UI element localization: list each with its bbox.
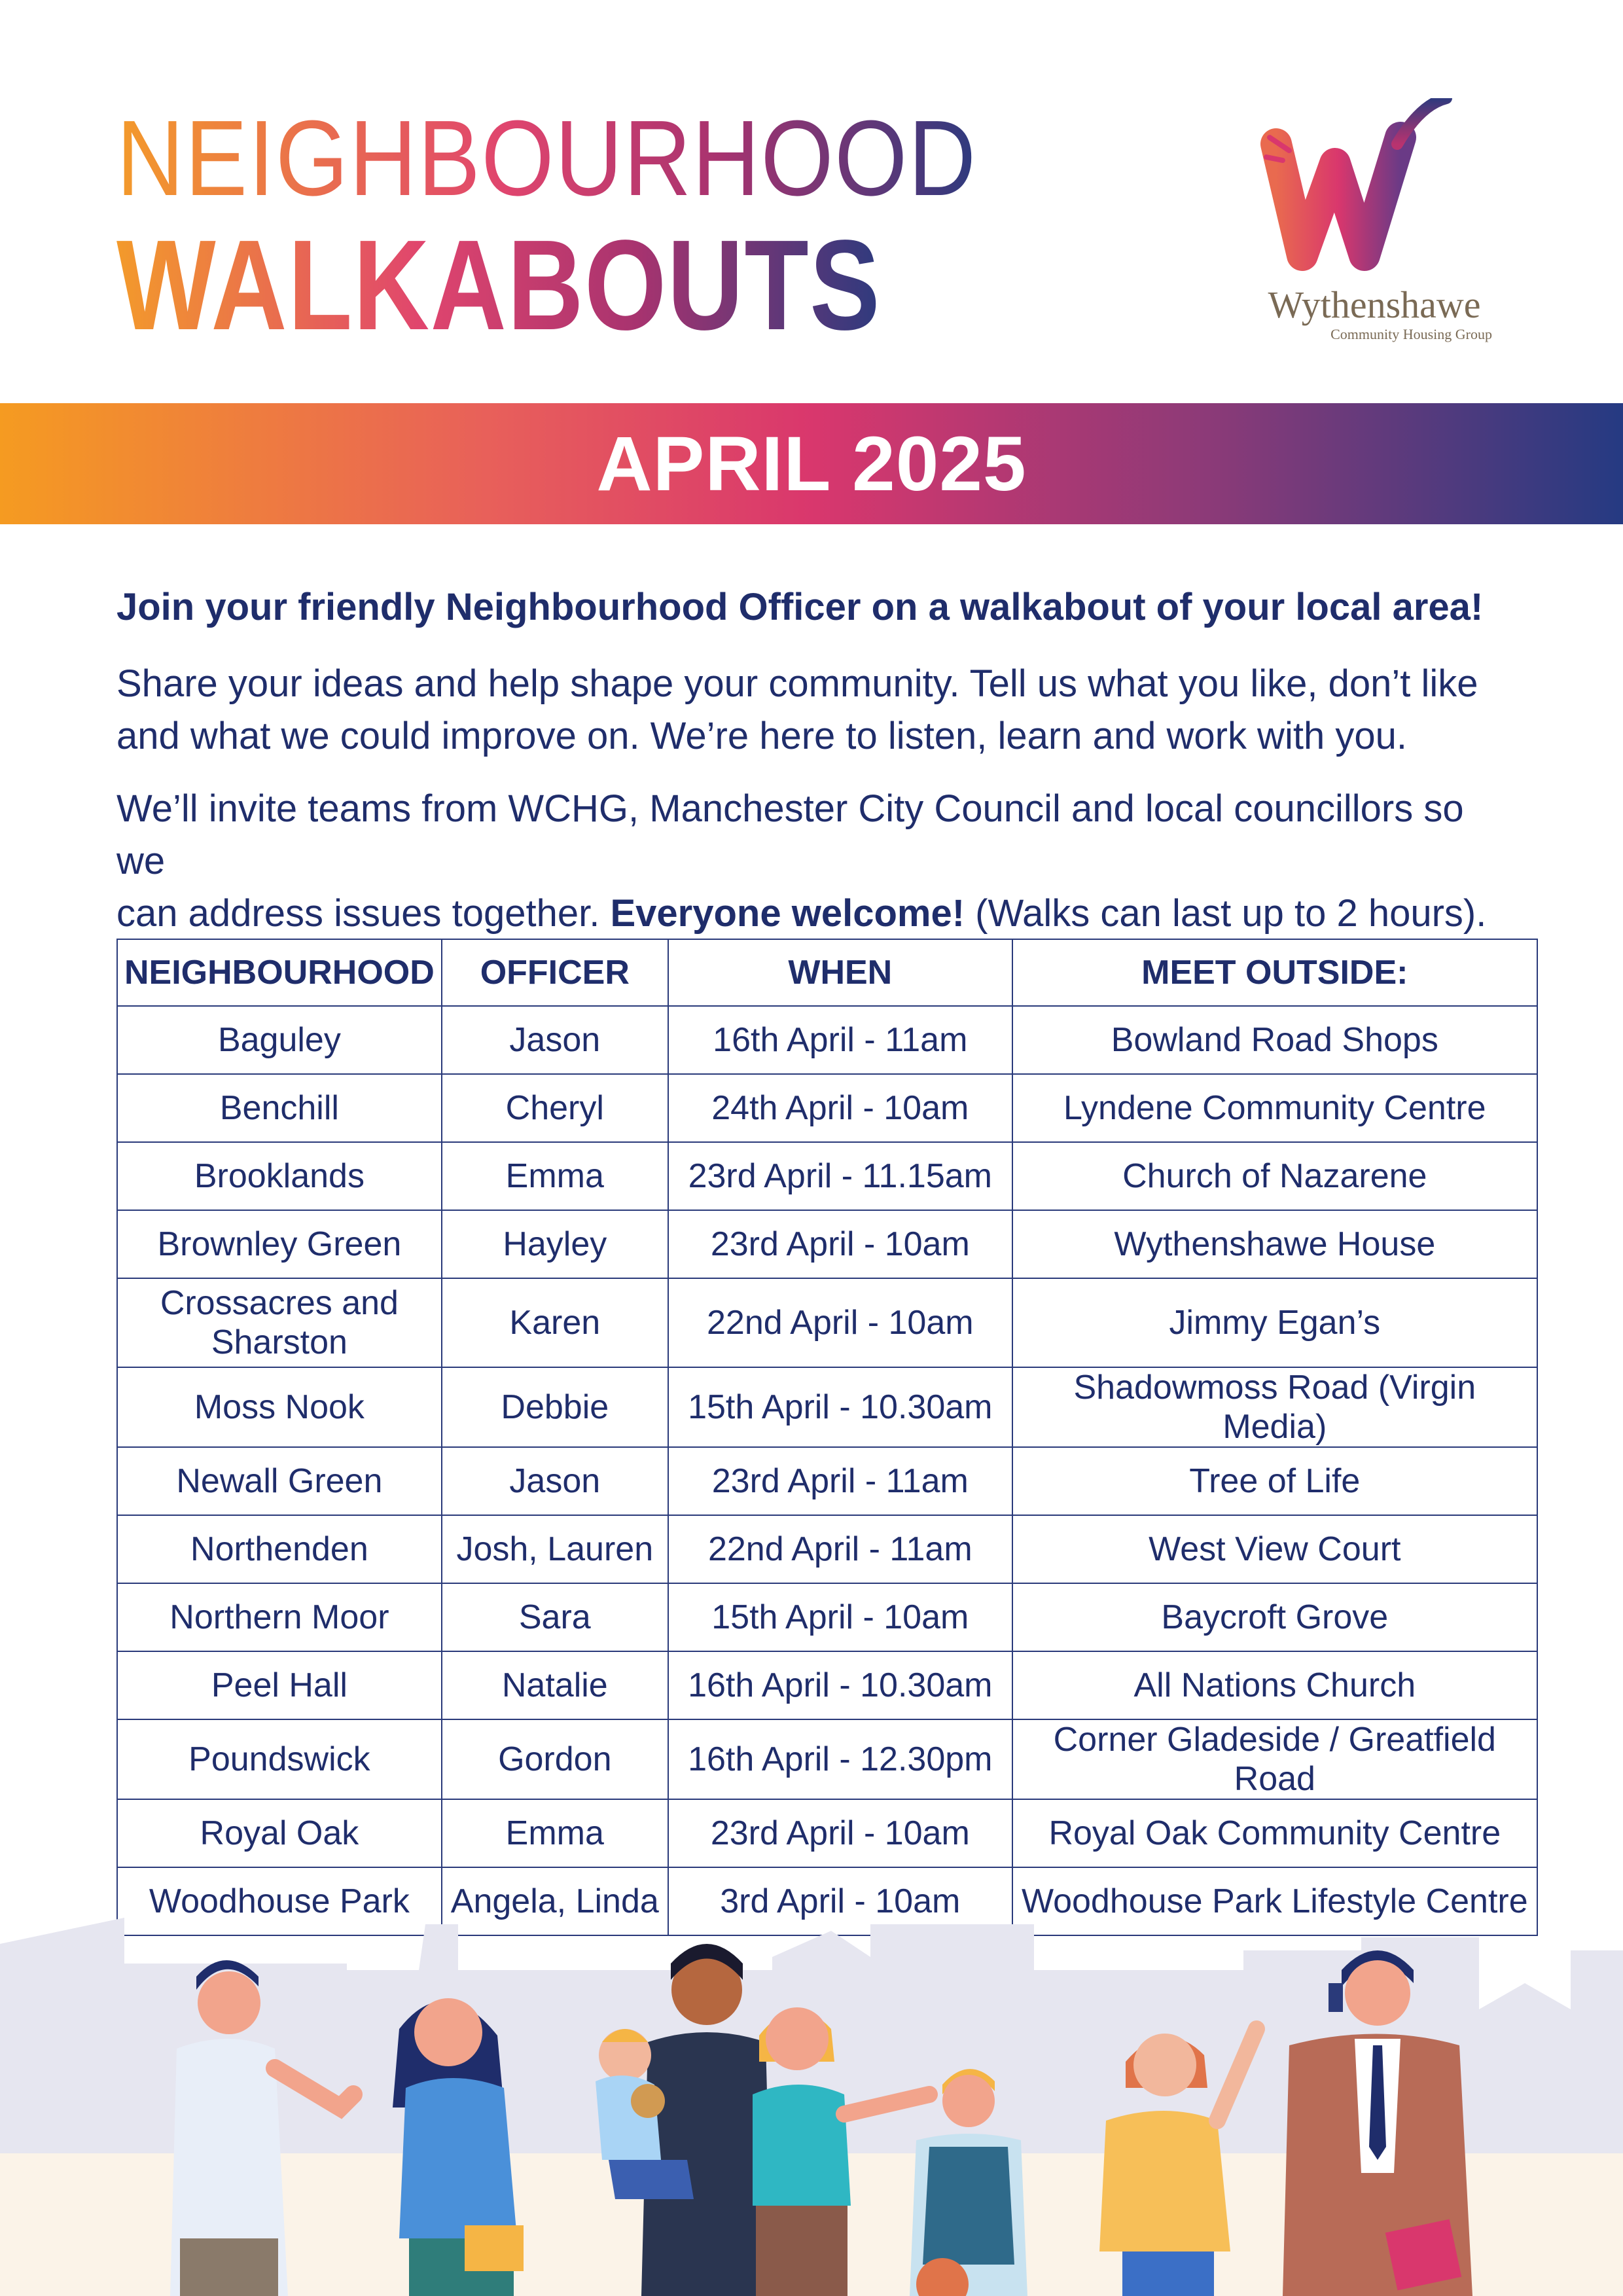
cell-when: 16th April - 11am [668,1006,1012,1074]
cell-neighbourhood: Brooklands [117,1142,442,1210]
cell-when: 24th April - 10am [668,1074,1012,1142]
cell-when: 23rd April - 11.15am [668,1142,1012,1210]
cell-neighbourhood [117,1278,442,1367]
table-row [117,1719,1537,1799]
table-row [117,1074,1537,1142]
cell-officer: Natalie [442,1651,668,1719]
intro-p2-line1: We’ll invite teams from WCHG, Manchester City Council and local councillors so we [116,787,1464,882]
table-header-row [117,939,1537,1006]
title-line-2: WALKABOUTS [116,213,882,357]
cell-meet-outside: Woodhouse Park Lifestyle Centre [1012,1867,1537,1935]
cell-officer: Angela, Linda [442,1867,668,1935]
cell-officer: Sara [442,1583,668,1651]
table-row [117,1799,1537,1867]
cell-meet-outside: West View Court [1012,1515,1537,1583]
intro-lead: Join your friendly Neighbourhood Officer on a walkabout of your local area! [116,586,1484,628]
cell-when: 15th April - 10am [668,1583,1012,1651]
cell-neighbourhood: Moss Nook [117,1367,442,1447]
cell-officer: Jason [442,1447,668,1515]
cell-meet-outside: Church of Nazarene [1012,1142,1537,1210]
cell-officer: Debbie [442,1367,668,1447]
intro-p1-line2: and what we could improve on. We’re here to listen, learn and work with you. [116,715,1407,757]
table-row [117,1142,1537,1210]
cell-meet-outside: All Nations Church [1012,1651,1537,1719]
table-row [117,1367,1537,1447]
cell-when: 15th April - 10.30am [668,1367,1012,1447]
month-banner-label: APRIL 2025 [596,420,1027,507]
cell-officer: Emma [442,1142,668,1210]
intro-p1-line1: Share your ideas and help shape your community. Tell us what you like, don’t like [116,662,1478,705]
cell-officer: Cheryl [442,1074,668,1142]
cell-officer: Gordon [442,1719,668,1799]
cell-when: 16th April - 12.30pm [668,1719,1012,1799]
cell-meet-outside: Tree of Life [1012,1447,1537,1515]
cell-meet-outside: Shadowmoss Road (Virgin Media) [1012,1367,1537,1447]
cell-neighbourhood-line1: Crossacres and [160,1284,399,1322]
cell-when: 23rd April - 10am [668,1799,1012,1867]
cell-neighbourhood-line2: Sharston [211,1323,348,1361]
cell-neighbourhood: Poundswick [117,1719,442,1799]
cell-meet-outside: Wythenshawe House [1012,1210,1537,1278]
col-header-meet-outside: MEET OUTSIDE: [1012,939,1537,1006]
col-header-neighbourhood: NEIGHBOURHOOD [117,939,442,1006]
everyone-welcome: Everyone welcome! [610,892,965,935]
logo-wordmark: Wythenshawe [1268,283,1481,326]
schedule-table [116,939,1538,1936]
table-row [117,1651,1537,1719]
cell-when: 3rd April - 10am [668,1867,1012,1935]
cell-neighbourhood: Benchill [117,1074,442,1142]
intro-paragraph-2 [116,783,1504,940]
table-row [117,1515,1537,1583]
cell-meet-outside: Corner Gladeside / Greatfield Road [1012,1719,1537,1799]
table-row [117,1278,1537,1367]
title-line-1: NEIGHBOURHOOD [116,98,977,218]
table-row [117,1447,1537,1515]
intro-p2-line2-end: (Walks can last up to 2 hours). [975,892,1487,935]
cell-neighbourhood: Baguley [117,1006,442,1074]
cell-meet-outside: Royal Oak Community Centre [1012,1799,1537,1867]
cell-meet-outside: Jimmy Egan’s [1012,1278,1537,1367]
cell-when: 23rd April - 10am [668,1210,1012,1278]
cell-meet-outside: Bowland Road Shops [1012,1006,1537,1074]
cell-meet-outside: Lyndene Community Centre [1012,1074,1537,1142]
cell-neighbourhood: Royal Oak [117,1799,442,1867]
cell-officer: Josh, Lauren [442,1515,668,1583]
cell-when: 22nd April - 11am [668,1515,1012,1583]
cell-neighbourhood: Northern Moor [117,1583,442,1651]
cell-meet-outside: Baycroft Grove [1012,1583,1537,1651]
cell-neighbourhood: Newall Green [117,1447,442,1515]
intro-p2-line2-start: can address issues together. [116,892,600,935]
logo-subtitle: Community Housing Group [1330,326,1492,342]
cell-neighbourhood: Brownley Green [117,1210,442,1278]
cell-neighbourhood: Northenden [117,1515,442,1583]
table-row [117,1583,1537,1651]
col-header-when: WHEN [668,939,1012,1006]
cell-neighbourhood: Woodhouse Park [117,1867,442,1935]
cell-when: 16th April - 10.30am [668,1651,1012,1719]
cell-officer: Hayley [442,1210,668,1278]
intro-paragraph-1 [116,658,1504,762]
intro-p2-line2 [116,888,1504,940]
col-header-officer: OFFICER [442,939,668,1006]
cell-when: 22nd April - 10am [668,1278,1012,1367]
cell-when: 23rd April - 11am [668,1447,1012,1515]
community-people-illustration [0,1898,1623,2296]
table-row [117,1006,1537,1074]
cell-officer: Karen [442,1278,668,1367]
cell-officer: Emma [442,1799,668,1867]
walkabout-schedule [116,939,1538,1936]
cell-neighbourhood: Peel Hall [117,1651,442,1719]
table-row [117,1210,1537,1278]
cell-officer: Jason [442,1006,668,1074]
